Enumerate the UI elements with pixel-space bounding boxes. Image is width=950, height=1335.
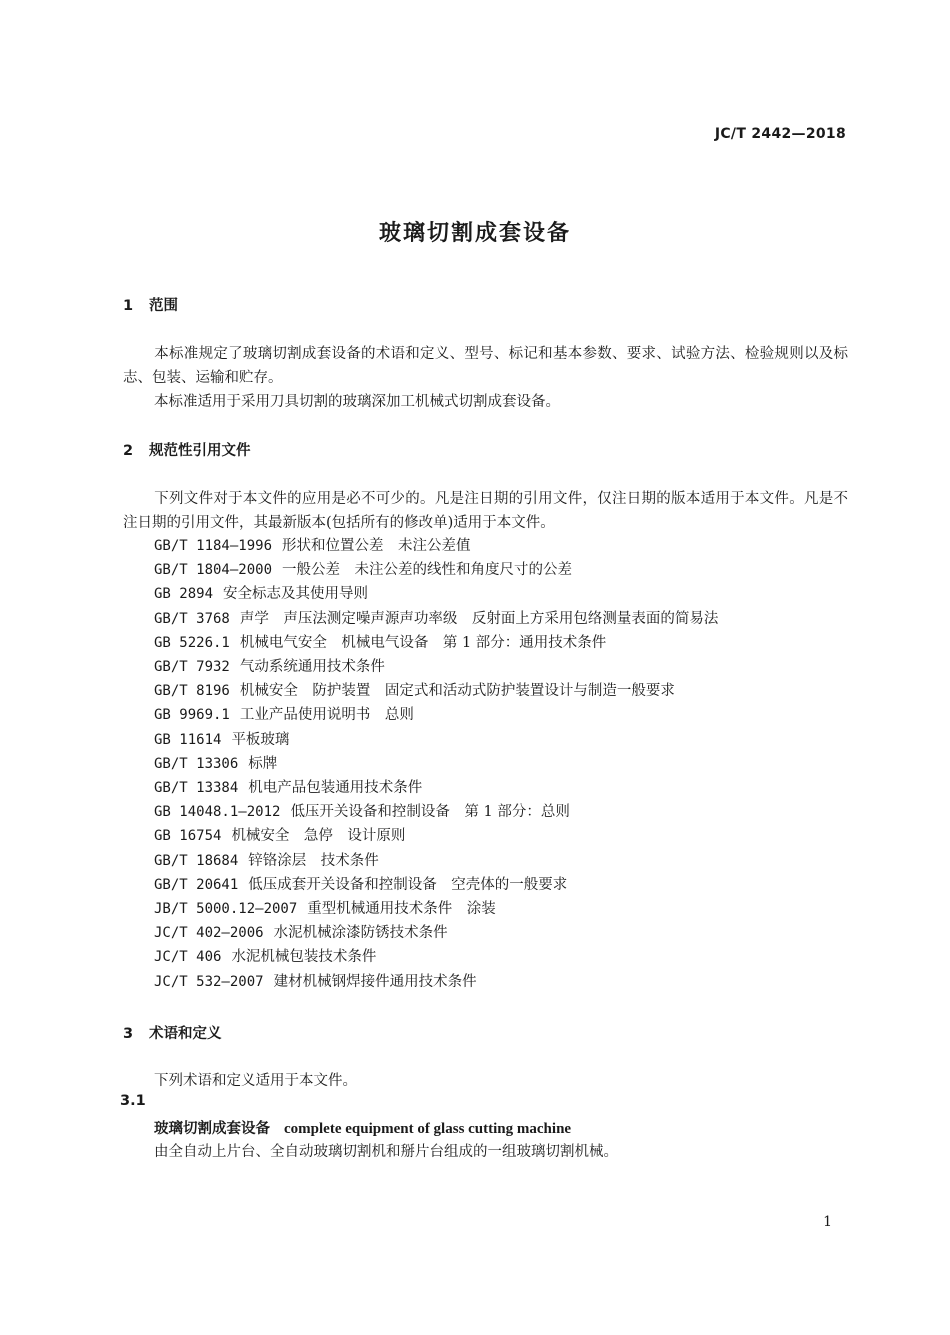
reference-code: GB/T 7932 <box>154 659 230 676</box>
reference-item <box>154 824 718 848</box>
scope-paragraph-2 <box>123 390 848 414</box>
reference-title: 低压开关设备和控制设备 第 1 部分：总则 <box>290 804 570 821</box>
paragraph-text: 本标准适用于采用刀具切割的玻璃深加工机械式切割成套设备。 <box>154 394 560 410</box>
reference-code: GB/T 18684 <box>154 852 239 869</box>
document-code: JC/T 2442—2018 <box>714 126 846 142</box>
reference-code: JC/T 532—2007 <box>154 973 264 990</box>
reference-title: 机电产品包装通用技术条件 <box>248 780 423 797</box>
section-number: 1 <box>123 298 134 314</box>
reference-code: GB 2894 <box>154 586 214 603</box>
paragraph-text: 本标准规定了玻璃切割成套设备的术语和定义、型号、标记和基本参数、要求、试验方法、检验规则以及标志、包装、运输和贮存。 <box>123 346 848 386</box>
reference-code: GB/T 1804—2000 <box>154 562 273 579</box>
reference-code: GB/T 20641 <box>154 876 239 893</box>
reference-code: GB/T 8196 <box>154 683 230 700</box>
reference-title: 水泥机械包装技术条件 <box>231 949 377 966</box>
reference-title: 重型机械通用技术条件 涂装 <box>307 901 496 918</box>
reference-code: JC/T 406 <box>154 949 222 966</box>
reference-title: 锌铬涂层 技术条件 <box>248 852 379 869</box>
reference-code: GB 14048.1—2012 <box>154 804 281 821</box>
section-heading-scope <box>123 294 178 315</box>
reference-title: 标牌 <box>248 755 278 772</box>
reference-list <box>154 534 718 994</box>
reference-item <box>154 897 718 921</box>
reference-item <box>154 679 718 703</box>
reference-item <box>154 752 718 776</box>
reference-item <box>154 534 718 558</box>
reference-item <box>154 582 718 606</box>
reference-title: 形状和位置公差 未注公差值 <box>282 538 471 554</box>
page-number: 1 <box>823 1214 832 1230</box>
reference-title: 建材机械钢焊接件通用技术条件 <box>273 973 477 990</box>
reference-item <box>154 703 718 727</box>
section-title: 术语和定义 <box>149 1026 222 1042</box>
term-chinese: 玻璃切割成套设备 <box>154 1121 270 1137</box>
reference-title: 机械安全 防护装置 固定式和活动式防护装置设计与制造一般要求 <box>239 683 675 700</box>
reference-code: GB/T 13384 <box>154 780 239 797</box>
terms-intro <box>123 1069 848 1093</box>
reference-title: 机械电气安全 机械电气设备 第 1 部分：通用技术条件 <box>239 634 607 651</box>
reference-item <box>154 776 718 800</box>
reference-item <box>154 873 718 897</box>
section-heading-normative-refs <box>123 439 251 460</box>
reference-code: GB 9969.1 <box>154 707 230 724</box>
reference-code: JB/T 5000.12—2007 <box>154 901 298 918</box>
section-number: 3 <box>123 1026 134 1042</box>
reference-item <box>154 970 718 994</box>
term-definition: 由全自动上片台、全自动玻璃切割机和掰片台组成的一组玻璃切割机械。 <box>154 1144 618 1160</box>
reference-code: GB/T 1184—1996 <box>154 538 273 554</box>
reference-item <box>154 800 718 824</box>
term-entry <box>154 1117 571 1138</box>
section-title: 范围 <box>149 298 178 314</box>
reference-code: GB 16754 <box>154 828 222 845</box>
section-heading-terms <box>123 1022 222 1043</box>
reference-title: 气动系统通用技术条件 <box>239 659 385 676</box>
reference-title: 工业产品使用说明书 总则 <box>239 707 414 724</box>
paragraph-text: 下列文件对于本文件的应用是必不可少的。凡是注日期的引用文件，仅注日期的版本适用于本文件。凡是不注日期的引用文件，其最新版本(包括所有的修改单)适用于本文件。 <box>123 491 848 531</box>
paragraph-text: 下列术语和定义适用于本文件。 <box>154 1073 357 1089</box>
reference-code: GB/T 3768 <box>154 610 230 627</box>
reference-item <box>154 921 718 945</box>
normative-refs-intro <box>123 487 848 535</box>
reference-title: 安全标志及其使用导则 <box>223 586 369 603</box>
reference-item <box>154 945 718 969</box>
reference-title: 低压成套开关设备和控制设备 空壳体的一般要求 <box>248 876 568 893</box>
scope-paragraph-1 <box>123 342 848 390</box>
section-number: 2 <box>123 443 134 459</box>
reference-item <box>154 655 718 679</box>
reference-code: GB 11614 <box>154 731 222 748</box>
reference-title: 机械安全 急停 设计原则 <box>231 828 406 845</box>
reference-code: JC/T 402—2006 <box>154 925 264 942</box>
document-title: 玻璃切割成套设备 <box>378 221 571 246</box>
reference-title: 水泥机械涂漆防锈技术条件 <box>273 925 448 942</box>
reference-code: GB/T 13306 <box>154 755 239 772</box>
reference-item <box>154 849 718 873</box>
reference-item <box>154 558 718 582</box>
section-title: 规范性引用文件 <box>149 443 251 459</box>
reference-title: 平板玻璃 <box>231 731 290 748</box>
reference-item <box>154 728 718 752</box>
reference-item <box>154 631 718 655</box>
term-english: complete equipment of glass cutting machine <box>284 1121 572 1137</box>
reference-item <box>154 607 718 631</box>
reference-code: GB 5226.1 <box>154 634 230 651</box>
reference-title: 声学 声压法测定噪声源声功率级 反射面上方采用包络测量表面的简易法 <box>239 610 719 627</box>
reference-title: 一般公差 未注公差的线性和角度尺寸的公差 <box>282 562 573 579</box>
clause-number: 3.1 <box>120 1093 146 1109</box>
